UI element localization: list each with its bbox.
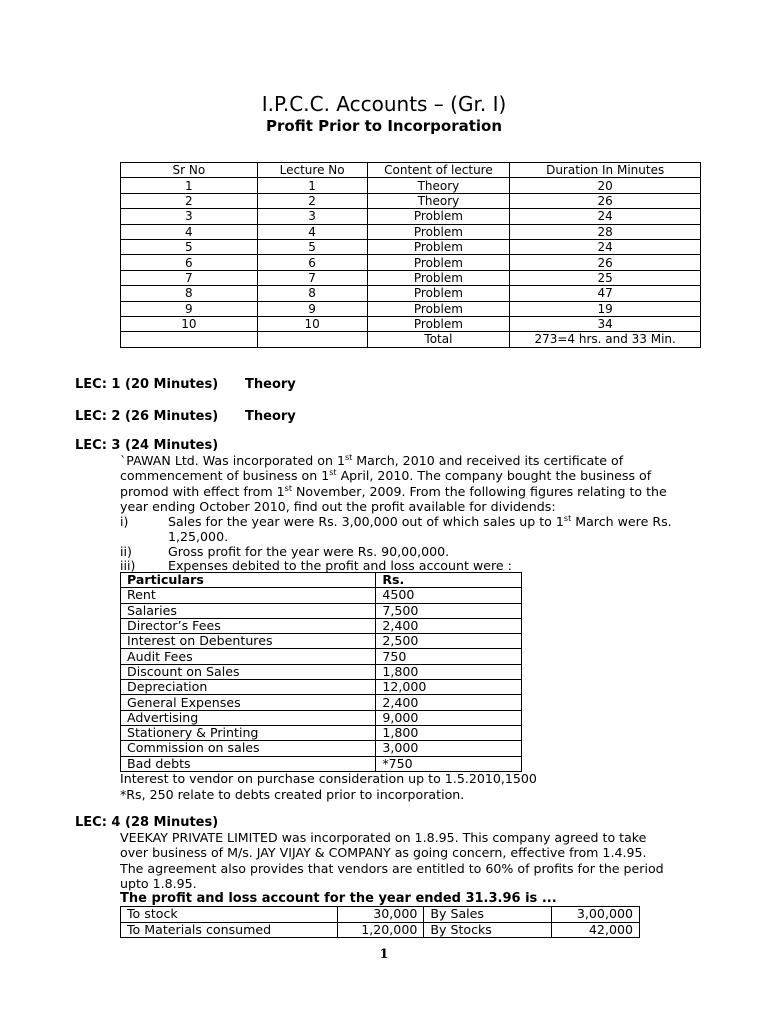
table-cell: 2,400 [376,695,522,710]
table-cell: 4 [121,224,258,239]
table-cell: 7 [257,270,367,285]
lec3-line-4: year ending October 2010, find out the profit available for dividends: [120,498,556,514]
table-cell: 8 [121,286,258,301]
table-cell: Advertising [121,710,376,725]
table-cell: To Materials consumed [121,922,338,938]
table-cell [121,332,258,347]
table-cell: Problem [367,301,510,316]
page-title: I.P.C.C. Accounts – (Gr. I) [261,92,507,116]
table-cell: 1 [121,178,258,193]
table-cell: Total [367,332,510,347]
lec1-topic: Theory [245,377,296,392]
table-cell: 28 [510,224,701,239]
bad-debts-note: *Rs, 250 relate to debts created prior to incorporation. [120,787,465,802]
table-row [121,907,640,923]
table-cell: Theory [367,178,510,193]
lec4-line-3: The agreement also provides that vendors are entitled to 60% of profits for the period [120,860,664,876]
lec3-paragraph [120,453,694,514]
lec3-item-2 [120,544,694,559]
table-cell: 3,00,000 [552,907,640,923]
page-number: 1 [379,947,389,962]
table-cell: 10 [121,316,258,331]
table-cell: 24 [510,209,701,224]
lec2-heading [75,409,296,424]
table-row [121,255,701,270]
lec2-topic: Theory [245,409,296,424]
lec4-paragraph [120,830,694,891]
table-row [121,316,701,331]
expense-table [120,572,522,772]
table-cell: To stock [121,907,338,923]
table-row [121,634,522,649]
table-cell: Content of lecture [367,163,510,178]
item-number: iii) [120,558,136,573]
lec4-line-4: upto 1.8.95. [120,875,197,891]
table-cell: 30,000 [338,907,424,923]
table-row [121,710,522,725]
table-cell: Problem [367,270,510,285]
table-cell: Problem [367,239,510,254]
table-cell: 9 [257,301,367,316]
lec3-label: LEC: 3 (24 Minutes) [75,438,219,453]
table-cell: By Sales [424,907,552,923]
table-cell: Sr No [121,163,258,178]
lec2-label: LEC: 2 (26 Minutes) [75,409,219,424]
interest-note: Interest to vendor on purchase consideration up to 1.5.2010,1500 [120,771,537,786]
lec4-line-1: VEEKAY PRIVATE LIMITED was incorporated on 1.8.95. This company agreed to take [120,830,647,845]
lec1-label: LEC: 1 (20 Minutes) [75,377,219,392]
table-cell: Problem [367,209,510,224]
table-cell: 1,800 [376,664,522,679]
table-cell: 273=4 hrs. and 33 Min. [510,332,701,347]
table-cell: Commission on sales [121,741,376,756]
table-cell: 8 [257,286,367,301]
table-row [121,178,701,193]
table-row [121,301,701,316]
lec4-line-2: over business of M/s. JAY VIJAY & COMPANY as going concern, effective from 1.4.95. [120,845,647,861]
pl-heading: The profit and loss account for the year ended 31.3.96 is ... [120,891,557,906]
table-cell: 750 [376,649,522,664]
table-cell: 47 [510,286,701,301]
table-cell: Lecture No [257,163,367,178]
table-row [121,209,701,224]
profit-loss-table [120,906,640,938]
table-cell: 2 [257,193,367,208]
lecture-table [120,162,701,348]
table-cell: 9,000 [376,710,522,725]
lec4-heading [75,815,218,830]
table-header-row [121,573,522,588]
table-cell: Stationery & Printing [121,725,376,740]
table-cell: Rent [121,588,376,603]
table-cell: Problem [367,286,510,301]
table-cell: By Stocks [424,922,552,938]
table-cell: 42,000 [552,922,640,938]
lec3-line-1: `PAWAN Ltd. Was incorporated on 1st March, 2010 and received its certificate of [120,452,624,468]
table-row [121,588,522,603]
table-cell: 26 [510,193,701,208]
table-cell: 3,000 [376,741,522,756]
item-text: Gross profit for the year were Rs. 90,00,000. [168,544,450,559]
table-row [121,270,701,285]
lec1-heading [75,377,296,392]
table-cell: 1,20,000 [338,922,424,938]
lec3-item-1 [120,514,694,545]
table-cell: 6 [121,255,258,270]
table-row [121,680,522,695]
table-row [121,239,701,254]
table-cell: 2,500 [376,634,522,649]
table-row [121,224,701,239]
table-cell: 3 [257,209,367,224]
table-row [121,756,522,771]
table-header-cell: Particulars [121,573,376,588]
table-cell: Director’s Fees [121,618,376,633]
table-cell: 20 [510,178,701,193]
table-cell: *750 [376,756,522,771]
lec3-heading [75,438,218,453]
table-cell: Problem [367,224,510,239]
table-row [121,664,522,679]
table-row [121,741,522,756]
table-row [121,618,522,633]
table-cell: 4 [257,224,367,239]
item-text: Expenses debited to the profit and loss account were : [168,558,512,573]
table-cell: Interest on Debentures [121,634,376,649]
table-cell: Depreciation [121,680,376,695]
table-cell: 1,800 [376,725,522,740]
table-cell: 3 [121,209,258,224]
table-cell: Bad debts [121,756,376,771]
table-cell: 26 [510,255,701,270]
table-cell: 5 [257,239,367,254]
table-cell: 24 [510,239,701,254]
table-cell: 2,400 [376,618,522,633]
table-header-row [121,163,701,178]
table-cell: Salaries [121,603,376,618]
table-cell: 9 [121,301,258,316]
table-row [121,649,522,664]
table-cell: 4500 [376,588,522,603]
table-cell: 19 [510,301,701,316]
lec3-line-2: commencement of business on 1st April, 2010. The company bought the business of [120,468,652,484]
table-cell: Problem [367,316,510,331]
table-cell: 12,000 [376,680,522,695]
table-cell [257,332,367,347]
table-row [121,603,522,618]
table-cell: 7 [121,270,258,285]
item-number: i) [120,514,129,529]
table-cell: Theory [367,193,510,208]
table-cell: 1 [257,178,367,193]
table-cell: Audit Fees [121,649,376,664]
table-cell: 34 [510,316,701,331]
table-row [121,332,701,347]
table-row [121,725,522,740]
table-row [121,286,701,301]
table-row [121,922,640,938]
lec3-item-3 [120,558,694,573]
table-cell: Problem [367,255,510,270]
table-cell: General Expenses [121,695,376,710]
table-cell: 2 [121,193,258,208]
table-cell: 7,500 [376,603,522,618]
table-row [121,695,522,710]
table-cell: 6 [257,255,367,270]
item-number: ii) [120,544,132,559]
table-cell: 25 [510,270,701,285]
table-cell: Discount on Sales [121,664,376,679]
lec4-label: LEC: 4 (28 Minutes) [75,815,219,830]
table-cell: 5 [121,239,258,254]
table-cell: Duration In Minutes [510,163,701,178]
page-subtitle: Profit Prior to Incorporation [265,117,503,135]
table-cell: 10 [257,316,367,331]
lec3-line-3: promod with effect from 1st November, 2009. From the following figures relating to the [120,483,667,499]
table-header-cell: Rs. [376,573,522,588]
item-text: Sales for the year were Rs. 3,00,000 out of which sales up to 1st March were Rs. 1,25,000. [168,513,672,545]
table-row [121,193,701,208]
